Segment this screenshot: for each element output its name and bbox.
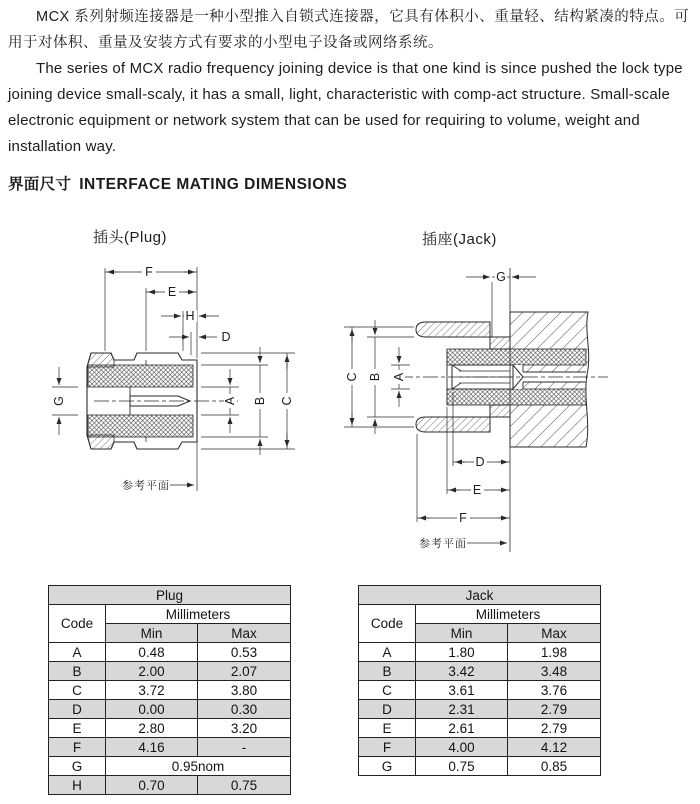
- cell-max: 3.20: [198, 719, 291, 738]
- cell-code: E: [49, 719, 106, 738]
- plug-figure-title: 插头(Plug): [93, 229, 168, 246]
- plug-table-title-row: [49, 586, 291, 605]
- jack-table-title-row: [359, 586, 601, 605]
- cell-max: 0.30: [198, 700, 291, 719]
- cell-code: G: [49, 757, 106, 776]
- cell-code: A: [49, 643, 106, 662]
- table-row: [49, 700, 291, 719]
- table-row: [359, 719, 601, 738]
- cell-max: 2.79: [508, 700, 601, 719]
- plug-table-min-header: Min: [106, 624, 198, 643]
- cell-max: 3.76: [508, 681, 601, 700]
- plug-dim-label-b: B: [253, 396, 267, 406]
- table-row: [359, 757, 601, 776]
- cell-min: 4.00: [416, 738, 508, 757]
- table-row: [359, 643, 601, 662]
- cell-code: E: [359, 719, 416, 738]
- jack-table-unit-row: [359, 605, 601, 624]
- table-row: [49, 662, 291, 681]
- table-row: [49, 643, 291, 662]
- plug-dim-label-d: D: [221, 330, 231, 344]
- cell-min: 2.00: [106, 662, 198, 681]
- plug-ref-plane-label: 参考平面: [122, 480, 170, 492]
- jack-ref-plane-label: 参考平面: [419, 538, 467, 550]
- intro-paragraph-zh: MCX 系列射频连接器是一种小型推入自锁式连接器，它具有体积小、重量轻、结构紧凑的特点。可用于对体积、重量及安装方式有要求的小型电子设备或网络系统。: [8, 9, 690, 51]
- jack-dim-label-f: F: [459, 511, 467, 525]
- jack-table-title: Jack: [359, 586, 601, 605]
- jack-table-max-header: Max: [508, 624, 601, 643]
- cell-max: -: [198, 738, 291, 757]
- plug-table-unit-header: Millimeters: [106, 605, 291, 624]
- cell-min: 3.72: [106, 681, 198, 700]
- intro-paragraph-en: The series of MCX radio frequency joining device is that one kind is since pushed the lock type joining device small-scaly, it has a small, light, characteristic with comp-act structure. Small-scale electronic equipment or network system that can be used for requiring to volume, weight and installation way.: [8, 60, 683, 155]
- cell-min: 0.00: [106, 700, 198, 719]
- table-row: [49, 681, 291, 700]
- cell-code: D: [49, 700, 106, 719]
- cell-code: C: [49, 681, 106, 700]
- cell-max: 3.48: [508, 662, 601, 681]
- plug-dim-label-a: A: [223, 396, 237, 406]
- jack-diagram: [340, 240, 700, 570]
- jack-figure-title: 插座(Jack): [422, 231, 497, 248]
- cell-max: 4.12: [508, 738, 601, 757]
- jack-table-min-header: Min: [416, 624, 508, 643]
- section-heading-zh: 界面尺寸: [8, 176, 72, 193]
- cell-code: C: [359, 681, 416, 700]
- jack-dim-label-e: E: [472, 483, 482, 497]
- section-heading-en: INTERFACE MATING DIMENSIONS: [79, 176, 348, 193]
- plug-table-max-header: Max: [198, 624, 291, 643]
- plug-dim-label-h: H: [185, 309, 195, 323]
- cell-min: 3.42: [416, 662, 508, 681]
- cell-min: 0.75: [416, 757, 508, 776]
- plug-dim-label-g: G: [52, 396, 66, 406]
- cell-nominal: 0.95nom: [106, 757, 291, 776]
- cell-min: 2.61: [416, 719, 508, 738]
- jack-dim-label-g: G: [496, 270, 506, 284]
- cell-code: B: [359, 662, 416, 681]
- cell-max: 0.75: [198, 776, 291, 795]
- cell-min: 3.61: [416, 681, 508, 700]
- table-row: [359, 681, 601, 700]
- cell-code: A: [359, 643, 416, 662]
- cell-code: F: [49, 738, 106, 757]
- jack-table-code-header: Code: [359, 605, 416, 643]
- table-row: [359, 738, 601, 757]
- plug-table-title: Plug: [49, 586, 291, 605]
- plug-table: [48, 585, 291, 795]
- table-row: [49, 757, 291, 776]
- jack-dim-label-d: D: [475, 455, 485, 469]
- cell-max: 2.79: [508, 719, 601, 738]
- cell-min: 2.80: [106, 719, 198, 738]
- table-row: [49, 719, 291, 738]
- table-row: [49, 776, 291, 795]
- cell-max: 1.98: [508, 643, 601, 662]
- table-row: [359, 662, 601, 681]
- cell-min: 0.70: [106, 776, 198, 795]
- cell-min: 1.80: [416, 643, 508, 662]
- cell-code: G: [359, 757, 416, 776]
- cell-code: D: [359, 700, 416, 719]
- cell-min: 2.31: [416, 700, 508, 719]
- cell-code: B: [49, 662, 106, 681]
- plug-diagram: [46, 255, 304, 500]
- table-row: [359, 700, 601, 719]
- plug-dim-label-c: C: [280, 396, 294, 406]
- cell-min: 0.48: [106, 643, 198, 662]
- table-row: [49, 738, 291, 757]
- jack-table-unit-header: Millimeters: [416, 605, 601, 624]
- plug-table-code-header: Code: [49, 605, 106, 643]
- jack-table: [358, 585, 601, 776]
- plug-table-unit-row: [49, 605, 291, 624]
- cell-code: F: [359, 738, 416, 757]
- jack-dim-label-c: C: [345, 372, 359, 382]
- cell-max: 0.85: [508, 757, 601, 776]
- plug-dim-label-e: E: [167, 285, 177, 299]
- plug-dim-label-f: F: [145, 265, 153, 279]
- cell-code: H: [49, 776, 106, 795]
- jack-dim-label-a: A: [392, 372, 406, 382]
- cell-min: 4.16: [106, 738, 198, 757]
- jack-dim-label-b: B: [368, 372, 382, 382]
- section-heading: [8, 172, 347, 194]
- cell-max: 0.53: [198, 643, 291, 662]
- cell-max: 3.80: [198, 681, 291, 700]
- cell-max: 2.07: [198, 662, 291, 681]
